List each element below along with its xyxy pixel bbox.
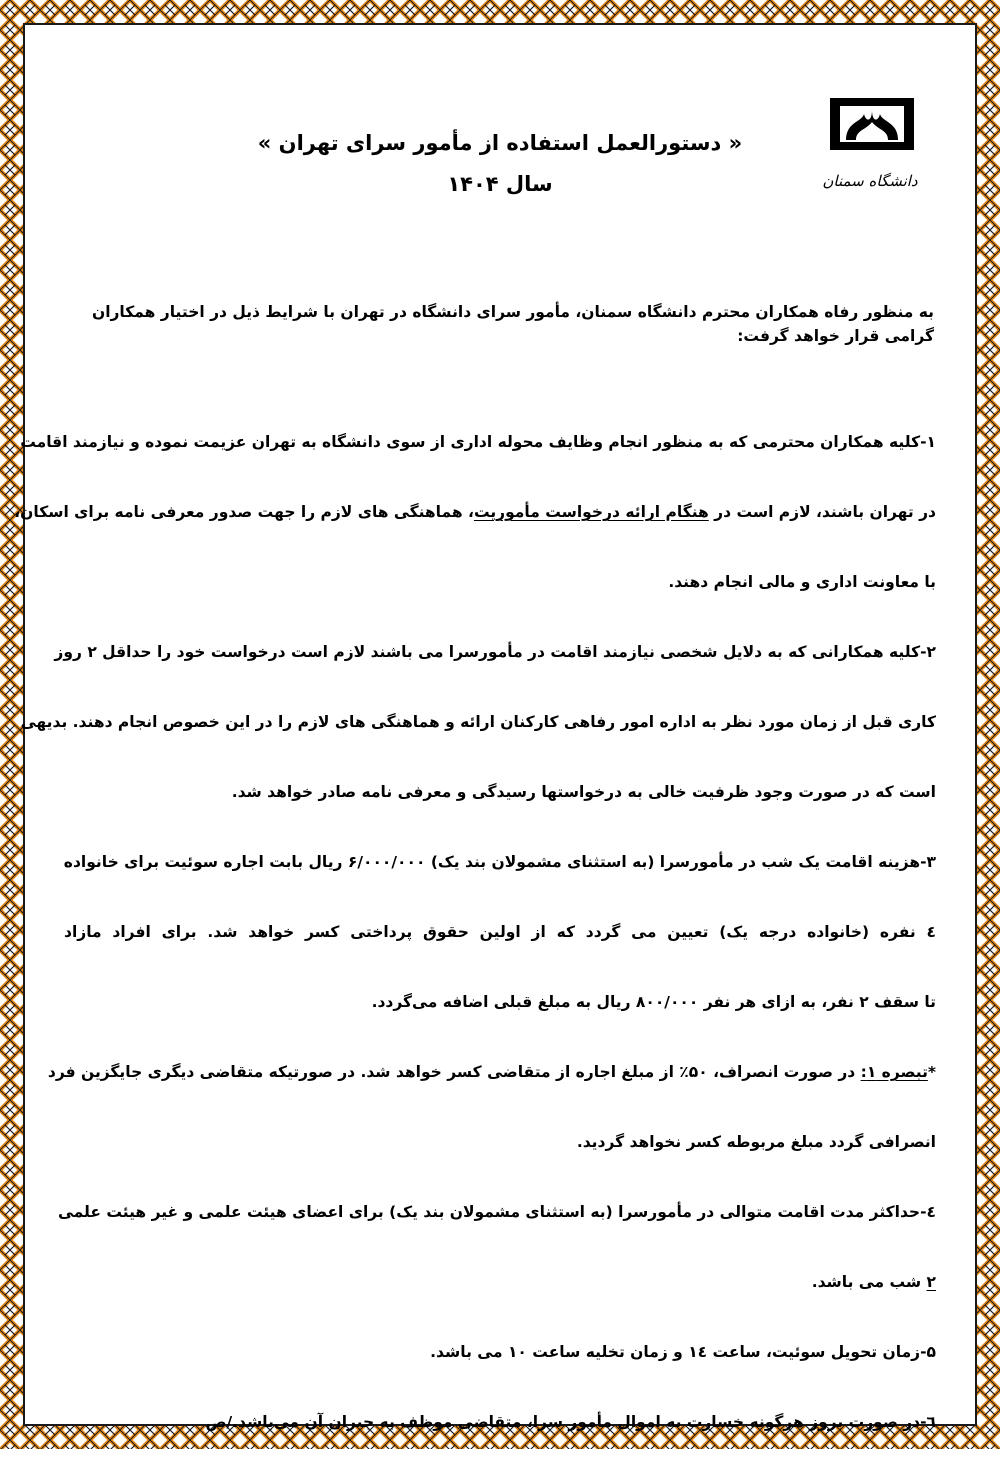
rule-3-line-2: ٤ نفره (خانواده درجه یک) تعیین می گردد که از اولین حقوق پرداختی کسر خواهد شد. برای افراد مازاد bbox=[64, 923, 936, 941]
rule-4-nights-number: ۲ bbox=[926, 1273, 936, 1291]
rule-4-line-1: ٤-حداکثر مدت اقامت متوالی در مأمورسرا (به استثنای مشمولان بند یک) برای اعضای هیئت علمی و غیر هیئت علمی bbox=[57, 1203, 936, 1221]
rule-1-line-3: با معاونت اداری و مالی انجام دهند. bbox=[668, 573, 936, 591]
rule-3-line-1: ۳-هزینه اقامت یک شب در مأمورسرا (به استثنای مشمولان بند یک) ۶/۰۰۰/۰۰۰ ریال بابت اجاره سوئیت برای خانواده bbox=[63, 853, 936, 871]
note-1 bbox=[47, 1055, 936, 1159]
intro-paragraph: به منظور رفاه همکاران محترم دانشگاه سمنان، مأمور سرای دانشگاه در تهران با شرایط ذیل در اختیار همکاران گرامی قرار خواهد گرفت: bbox=[91, 303, 934, 345]
rule-6-line-1: ٦-در صورت بروز هرگونه خسارت به اموال مأمور سرا، متقاضی موظف به جبران آن می‌باشد./ص bbox=[205, 1413, 936, 1431]
rule-5-line-1: ۵-زمان تحویل سوئیت، ساعت ١٤ و زمان تخلیه ساعت ١٠ می باشد. bbox=[430, 1343, 936, 1361]
note-1-line-2: انصرافی گردد مبلغ مربوطه کسر نخواهد گردید. bbox=[576, 1133, 936, 1151]
rule-4-line-2 bbox=[64, 1265, 936, 1299]
note-1-asterisk: * bbox=[927, 1063, 936, 1081]
rule-1-line-2-end: ، هماهنگی های لازم را جهت صدور معرفی نامه برای اسکان، bbox=[14, 503, 474, 521]
document-year: سال ۱۴۰۴ bbox=[447, 172, 553, 196]
note-1-label: تبصره ۱: bbox=[860, 1063, 928, 1081]
rule-1-line-1: ۱-کلیه همکاران محترمی که به منظور انجام وظایف محوله اداری از سوی دانشگاه به تهران عزیمت نموده و نیازمند اقامت bbox=[20, 433, 936, 451]
logo-caption: دانشگاه سمنان bbox=[822, 172, 918, 190]
rule-2-line-3: است که در صورت وجود ظرفیت خالی به درخواستها رسیدگی و معرفی نامه صادر خواهد شد. bbox=[231, 783, 936, 801]
note-1-line-1-text: در صورت انصراف، ۵۰٪ از مبلغ اجاره از متقاضی کسر خواهد شد. در صورتیکه متقاضی دیگری جایگزین فرد bbox=[47, 1063, 861, 1081]
rule-item-5 bbox=[64, 1335, 936, 1369]
rules-body bbox=[14, 425, 936, 1475]
rule-item-3 bbox=[64, 845, 936, 1019]
rule-item-6 bbox=[64, 1405, 936, 1439]
rule-2-line-1: ۲-کلیه همکارانی که به دلایل شخصی نیازمند اقامت در مأمورسرا می باشند لازم است درخواست خود را حداقل ۲ روز bbox=[54, 643, 936, 661]
rule-item-2 bbox=[20, 635, 936, 809]
rule-1-underlined-phrase: هنگام ارائه درخواست مأموریت bbox=[473, 503, 709, 521]
note-1-line-1 bbox=[47, 1055, 936, 1089]
rule-item-4 bbox=[57, 1195, 936, 1299]
rule-1-line-2 bbox=[14, 495, 936, 529]
rule-item-1 bbox=[14, 425, 936, 599]
rule-2-line-2: کاری قبل از زمان مورد نظر به اداره امور رفاهی کارکنان ارائه و هماهنگی های لازم را در این خصوص انجام دهند. بدیهی bbox=[20, 713, 936, 731]
rule-1-line-2-start: در تهران باشند، لازم است در bbox=[708, 503, 936, 521]
rule-3-line-3: تا سقف ۲ نفر، به ازای هر نفر ۸۰۰/۰۰۰ ریال به مبلغ قبلی اضافه می‌گردد. bbox=[371, 993, 936, 1011]
rule-4-line-2-text: شب می باشد. bbox=[811, 1273, 927, 1291]
document-title: « دستورالعمل استفاده از مأمور سرای تهران » bbox=[257, 131, 743, 155]
